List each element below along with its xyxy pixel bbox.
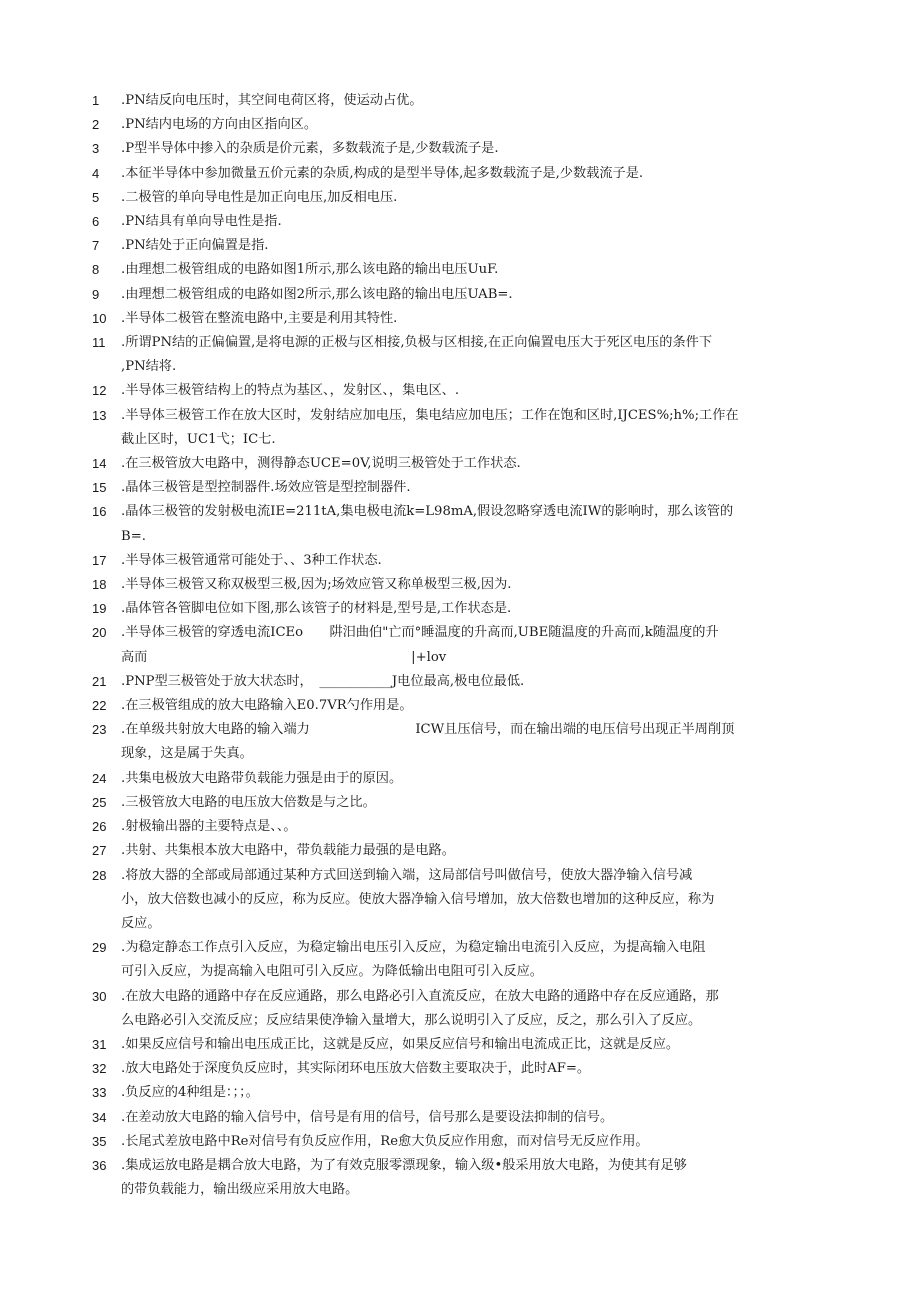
question-item — [92, 162, 832, 186]
question-item — [92, 113, 832, 137]
question-text: .如果反应信号和输出电压成正比，这就是反应，如果反应信号和输出电流成正比，这就是反应。 — [121, 1036, 680, 1052]
question-text-continued: 高而 |+lov — [121, 649, 447, 665]
question-number: 9 — [92, 286, 100, 302]
question-item — [92, 89, 832, 113]
question-number: 13 — [92, 407, 107, 423]
question-item — [92, 839, 832, 863]
question-number: 5 — [92, 189, 100, 205]
question-item — [92, 791, 832, 815]
question-item — [92, 234, 832, 258]
question-text: .由理想二极管组成的电路如图2所示,那么该电路的输出电压UAB=. — [121, 286, 513, 302]
question-item — [92, 404, 832, 452]
question-text: .所谓PN结的正偏偏置,是将电源的正极与区相接,负极与区相接,在正向偏置电压大于死区电压的条件下 — [121, 335, 713, 351]
question-text: .将放大器的全部或局部通过某种方式回送到输入端，这局部信号叫做信号，使放大器净输入信号减 — [121, 867, 693, 883]
question-number: 19 — [92, 601, 107, 617]
question-number: 30 — [92, 988, 107, 1004]
question-number: 28 — [92, 867, 107, 883]
question-text: .集成运放电路是耦合放大电路，为了有效克服零漂现象，输入级•般采用放大电路，为使其有足够 — [121, 1157, 687, 1173]
question-text: .本征半导体中参加微量五价元素的杂质,构成的是型半导体,起多数载流子是,少数载流子是. — [121, 165, 644, 181]
question-number: 23 — [92, 722, 107, 738]
question-item — [92, 815, 832, 839]
question-number: 10 — [92, 310, 107, 326]
question-number: 12 — [92, 383, 107, 399]
question-item — [92, 379, 832, 403]
question-text-continued: B=. — [121, 528, 146, 544]
question-item — [92, 476, 832, 500]
question-text: .PN结内电场的方向由区指向区。 — [121, 117, 318, 133]
question-item — [92, 137, 832, 161]
question-number: 26 — [92, 819, 107, 835]
question-text-continued: ,PN结将. — [121, 359, 177, 375]
question-item — [92, 694, 832, 718]
question-text: .半导体三极管工作在放大区时，发射结应加电压，集电结应加电压；工作在饱和区时,IJCES%;h%;工作在 — [121, 407, 739, 423]
question-number: 16 — [92, 504, 107, 520]
question-number: 11 — [92, 335, 106, 351]
question-number: 20 — [92, 625, 107, 641]
question-item — [92, 331, 832, 379]
question-text: .晶体管各管脚电位如下图,那么该管子的材料是,型号是,工作状态是. — [121, 601, 512, 617]
question-text: .半导体三极管结构上的特点为基区、，发射区、，集电区、. — [121, 383, 460, 399]
question-number: 18 — [92, 577, 107, 593]
question-number: 34 — [92, 1109, 107, 1125]
question-item — [92, 670, 832, 694]
question-text: .半导体三极管通常可能处于、、3种工作状态. — [121, 552, 382, 568]
question-text: .共集电极放大电路带负载能力强是由于的原因。 — [121, 770, 403, 786]
question-number: 7 — [92, 238, 100, 254]
question-number: 14 — [92, 456, 107, 472]
question-text: .为稳定静态工作点引入反应，为稳定输出电压引入反应，为稳定输出电流引入反应，为提高输入电阻 — [121, 940, 706, 956]
question-item — [92, 864, 832, 937]
question-number: 15 — [92, 480, 107, 496]
question-item — [92, 186, 832, 210]
question-text: .在单级共射放大电路的输入端力 ICW且压信号，而在输出端的电压信号出现正半周削顶 — [121, 722, 735, 738]
question-text: .射极输出器的主要特点是、、。 — [121, 819, 297, 835]
question-text: .在放大电路的通路中存在反应通路，那么电路必引入直流反应，在放大电路的通路中存在反应通路，那 — [121, 988, 719, 1004]
question-text: .PN结处于正向偏置是指. — [121, 238, 269, 254]
question-item — [92, 573, 832, 597]
question-text: .晶体三极管的发射极电流IE=211tA,集电极电流k=L98mA,假设忽略穿透电流IW的影响时，那么该管的 — [121, 504, 734, 520]
question-number: 35 — [92, 1133, 107, 1149]
question-text: .半导体三极管又称双极型三极,因为;场效应管又称单极型三极,因为. — [121, 577, 512, 593]
question-text-continued: 的带负载能力，输出级应采用放大电路。 — [121, 1182, 359, 1198]
question-number: 24 — [92, 770, 107, 786]
question-text: .P型半导体中掺入的杂质是价元素，多数载流子是,少数载流子是. — [121, 141, 499, 157]
question-item — [92, 500, 832, 548]
question-item — [92, 549, 832, 573]
question-number: 8 — [92, 262, 100, 278]
question-text-continued: 反应。 — [121, 915, 161, 931]
question-item — [92, 283, 832, 307]
question-number: 36 — [92, 1157, 107, 1173]
question-item — [92, 307, 832, 331]
question-text: .PNP型三极管处于放大状态时， ___________J电位最高,极电位最低. — [121, 673, 525, 689]
question-text-continued: 现象，这是属于失真。 — [121, 746, 253, 762]
question-number: 22 — [92, 698, 107, 714]
question-text: .三极管放大电路的电压放大倍数是与之比。 — [121, 794, 376, 810]
question-number: 27 — [92, 843, 107, 859]
question-text-continued: 么电路必引入交流反应；反应结果使净输入量增大，那么说明引入了反应，反之，那么引入了反应。 — [121, 1012, 702, 1028]
question-list — [92, 89, 832, 1202]
question-item — [92, 621, 832, 669]
question-number: 21 — [92, 673, 107, 689]
question-text: .共射、共集根本放大电路中，带负载能力最强的是电路。 — [121, 843, 455, 859]
question-text: .PN结具有单向导电性是指. — [121, 214, 282, 230]
question-text: .二极管的单向导电性是加正向电压,加反相电压. — [121, 189, 398, 205]
question-item — [92, 985, 832, 1033]
question-text: .半导体三极管的穿透电流ICEo 阱汨曲伯"亡而°睡温度的升高而,UBE随温度的升高而,k随温度的升 — [121, 625, 719, 641]
question-text: .由理想二极管组成的电路如图1所示,那么该电路的输出电压UuF. — [121, 262, 499, 278]
question-number: 1 — [92, 93, 100, 108]
question-text-continued: 截止区时，UC1弋；IC七. — [121, 431, 276, 447]
question-text: .在三极管组成的放大电路输入E0.7VR勺作用是。 — [121, 698, 413, 714]
question-text: .在三极管放大电路中，测得静态UCE=0V,说明三极管处于工作状态. — [121, 456, 521, 472]
question-item — [92, 210, 832, 234]
question-item — [92, 936, 832, 984]
question-item — [92, 452, 832, 476]
question-item — [92, 1106, 832, 1130]
question-text: .半导体二极管在整流电路中,主要是利用其特性. — [121, 310, 398, 326]
question-text-continued: 可引入反应，为提高输入电阻可引入反应。为降低输出电阻可引入反应。 — [121, 964, 543, 980]
question-number: 17 — [92, 552, 107, 568]
question-item — [92, 1057, 832, 1081]
question-text-continued: 小，放大倍数也减小的反应，称为反应。使放大器净输入信号增加，放大倍数也增加的这种反应，称为 — [121, 891, 715, 907]
question-item — [92, 258, 832, 282]
question-number: 4 — [92, 165, 100, 181]
question-number: 6 — [92, 214, 100, 230]
question-text: .长尾式差放电路中Re对信号有负反应作用，Re愈大负反应作用愈，而对信号无反应作用。 — [121, 1133, 649, 1149]
question-text: .负反应的4种组是：；；。 — [121, 1085, 259, 1101]
question-item — [92, 597, 832, 621]
question-number: 31 — [92, 1036, 107, 1052]
question-number: 3 — [92, 141, 100, 157]
question-item — [92, 1154, 832, 1202]
question-number: 2 — [92, 117, 100, 133]
question-text: .晶体三极管是型控制器件.场效应管是型控制器件. — [121, 480, 411, 496]
question-number: 32 — [92, 1061, 107, 1077]
question-number: 29 — [92, 940, 107, 956]
question-number: 25 — [92, 794, 107, 810]
question-item — [92, 1081, 832, 1105]
question-item — [92, 1033, 832, 1057]
question-item — [92, 718, 832, 766]
question-text: .在差动放大电路的输入信号中，信号是有用的信号，信号那么是要设法抑制的信号。 — [121, 1109, 614, 1125]
question-text: .放大电路处于深度负反应时，其实际闭环电压放大倍数主要取决于，此时AF=。 — [121, 1061, 591, 1077]
question-item — [92, 767, 832, 791]
question-item — [92, 1130, 832, 1154]
question-text: .PN结反向电压时，其空间电荷区将，使运动占优。 — [121, 93, 423, 108]
question-number: 33 — [92, 1085, 107, 1101]
